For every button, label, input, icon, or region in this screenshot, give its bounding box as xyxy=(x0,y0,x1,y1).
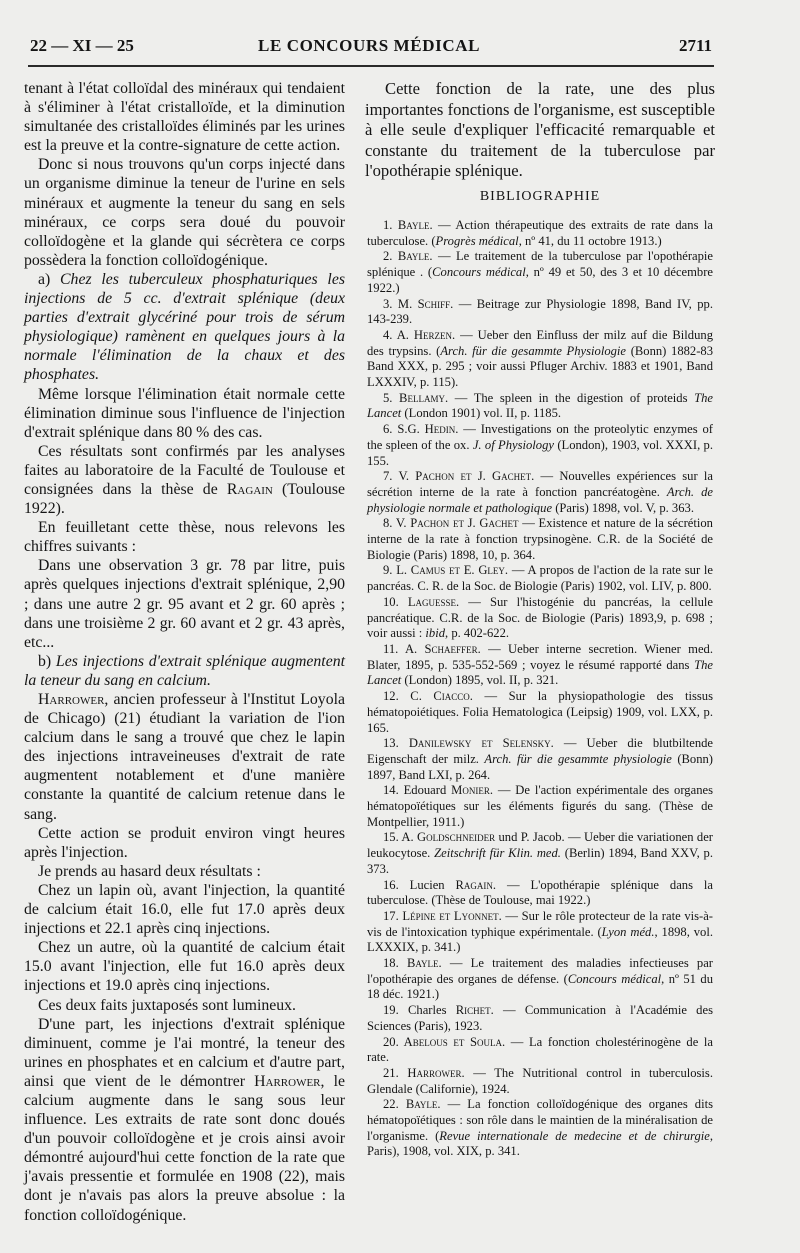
reference-item xyxy=(367,469,713,516)
reference-author: Schaeffer. xyxy=(417,641,481,656)
header-date: 22 — XI — 25 xyxy=(30,36,134,55)
reference-author: Goldschneider xyxy=(413,830,496,845)
paragraph xyxy=(24,652,345,690)
reference-item xyxy=(367,1003,713,1034)
reference-text: — Nouvelles expériences sur la sécrétion interne de la rate à fonction pancréatogène. xyxy=(367,469,713,499)
reference-number: 19. Charles xyxy=(383,1003,447,1018)
reference-text: (Paris) 1898, vol. V, p. 363. xyxy=(552,500,694,515)
reference-number: 22. xyxy=(383,1097,399,1112)
reference-author: Bayle. xyxy=(392,218,433,232)
paragraph: Dans une observation 3 gr. 78 par litre, puis après quelques injections d'extrait splénique, 2,90 ; dans une autre 2 gr. 95 avant et 2 gr. 60 après ; dans une troisième 2 gr. 60 avant et 2 gr. 43 après, etc... xyxy=(24,557,345,651)
author-name: Harrower xyxy=(38,691,105,708)
page-number: 2711 xyxy=(678,36,712,55)
reference-text: , nº 41, du 11 octobre 1913.) xyxy=(518,233,662,248)
left-column xyxy=(24,79,345,1224)
reference-item xyxy=(367,391,713,422)
reference-text: (London 1901) vol. II, p. 1185. xyxy=(401,406,562,421)
reference-source: The Lancet xyxy=(367,390,713,421)
paragraph: Chez un autre, où la quantité de calcium était 15.0 avant l'injection, elle fut 16.0 après deux injections et 19.0 après cinq injections. xyxy=(24,939,345,995)
reference-item xyxy=(367,1066,713,1097)
reference-text: — Le traitement de la tuberculose par l'opothérapie splénique . ( xyxy=(367,249,713,280)
reference-author: Pachon et J. Gachet. xyxy=(409,469,535,484)
reference-text: — De l'action expérimentale des organes hématopoïétiques sur les éléments figurés du sang. (Thèse de Montpellier, 1911.) xyxy=(367,783,713,829)
reference-item xyxy=(367,422,713,469)
paragraph xyxy=(24,270,345,385)
reference-text: , Paris), 1908, vol. XIX, p. 341. xyxy=(367,1128,713,1159)
reference-item xyxy=(367,830,713,877)
paragraph: Ces deux faits juxtaposés sont lumineux. xyxy=(38,996,296,1014)
reference-author: Camus et E. Gley. xyxy=(407,563,509,578)
reference-source: Concours médical xyxy=(567,971,662,986)
reference-text: , nº 51 du 18 déc. 1921.) xyxy=(367,971,714,1002)
reference-number: 13. xyxy=(383,736,399,751)
item-letter: b) xyxy=(38,652,56,670)
reference-text: — Communication à l'Académie des Sciences (Paris), 1923. xyxy=(367,1003,713,1033)
reference-text: — A propos de l'action de la rate sur le pancréas. C. R. de la Soc. de Biologie (Paris) 1902, vol. LIV, p. 800. xyxy=(367,563,714,594)
reference-source: Arch. für die gesammte physiologie xyxy=(484,751,672,766)
reference-text: (Berlin) 1894, Band XXV, p. 373. xyxy=(367,846,713,876)
reference-item xyxy=(367,1097,713,1160)
reference-number: 11. A. xyxy=(383,641,418,656)
reference-item xyxy=(367,689,713,736)
reference-author: Bayle. xyxy=(398,956,442,971)
reference-number: 7. V. xyxy=(383,469,410,484)
paragraph: En feuilletant cette thèse, nous relevons les chiffres suivants : xyxy=(24,519,345,556)
item-letter: a) xyxy=(38,270,61,288)
reference-number: 14. Edouard xyxy=(383,783,447,798)
reference-number: 9. L. xyxy=(383,563,408,578)
reference-text: (Bonn) 1882-83 Band XXX, p. 295 ; voir aussi Pfluger Archiv. 1883 et 1901, Band LXXXIV, p. 115). xyxy=(367,343,713,390)
reference-author: Pachon et J. Gachet xyxy=(406,516,519,531)
reference-item xyxy=(367,595,713,642)
reference-text: — Le traitement des maladies infectieuses par l'opothérapie des organes de défense. ( xyxy=(367,956,713,986)
reference-text: — Ueber die blutbiltende Eigenschaft der milz. xyxy=(367,736,713,766)
reference-number: 18. xyxy=(383,956,399,971)
reference-author: Bellamy. xyxy=(392,390,449,405)
reference-author: Bayle. xyxy=(398,1097,441,1112)
paragraph: Ces résultats sont confirmés par les analyses faites au laboratoire de la Faculté de Toulouse et consignées dans la thèse de Ragain (Toulouse 1922). xyxy=(24,442,345,518)
reference-author: Richet. xyxy=(446,1003,494,1018)
reference-text: — Investigations on the proteolytic enzymes of the spleen of the ox. xyxy=(367,422,714,452)
reference-source: Progrès médical xyxy=(435,233,519,248)
reference-text: — The spleen in the digestion of proteids xyxy=(448,390,695,405)
reference-item xyxy=(367,249,713,296)
reference-author: Ciacco. xyxy=(421,689,473,704)
reference-text: und P. Jacob. — Ueber die variationen der leukocytose. xyxy=(367,830,713,861)
reference-source: Arch. de physiologie normale et pathologique xyxy=(367,484,713,515)
italic-finding: Les injections d'extrait splénique augmentent la teneur du sang en calcium. xyxy=(24,652,345,689)
reference-source: Arch. für die gesammte Physiologie xyxy=(440,343,627,358)
author-name: Ragain xyxy=(226,480,273,498)
reference-source: Zeitschrift für Klin. med. xyxy=(434,846,561,861)
reference-item xyxy=(367,736,713,783)
reference-number: 6. S.G. xyxy=(383,422,420,437)
paragraph: Cette fonction de la rate, une des plus importantes fonctions de l'organisme, est susceptible à elle seule d'expliquer l'efficacité remarquable et constante du traitement de la tuberculose par l'opothérapie splénique. xyxy=(365,79,715,180)
reference-item xyxy=(367,642,713,689)
reference-source: The Lancet xyxy=(367,657,713,688)
header-rule xyxy=(28,65,714,67)
reference-author: Laguesse. xyxy=(398,594,460,609)
running-header xyxy=(30,36,712,60)
paragraph: Harrower, ancien professeur à l'Institut Loyola de Chicago) (21) étudiant la variation de l'ion calcium dans le sang a trouvé que chez le lapin des injections intraveineuses d'extrait de rate augmentent notablement et d'une manière constante la quantité de calcium retenue dans le sang. xyxy=(24,691,345,823)
paragraph: Même lorsque l'élimination était normale cette élimination diminue sous l'influence de l'injection d'extrait splénique dans 80 % des cas. xyxy=(24,385,345,441)
reference-item xyxy=(367,909,713,956)
reference-text: (London) 1895, vol. II, p. 321. xyxy=(401,673,559,688)
reference-text: — The Nutritional control in tuberculosis. Glendale (Californie), 1924. xyxy=(367,1065,713,1096)
italic-finding: Chez les tuberculeux phosphaturiques les injections de 5 cc. d'extrait splénique (deux parties d'extrait glycériné pour trois de sérum physiologique) ramènent en quelques jours à la normale l'élimination de la chaux et des phosphates. xyxy=(24,270,345,384)
reference-item xyxy=(367,1035,713,1066)
paragraph: D'une part, les injections d'extrait splénique diminuent, comme je l'ai montré, la teneur des urines en phosphates et en calcium et d'autre part, ainsi que vient de le démontrer Harrower, le calcium augmente dans le sang sous leur influence. Les extraits de rate sont donc doués d'un pouvoir colloïdogène et je crois ainsi avoir démontré aujourd'hui cette fonction de la rate que j'avais pressentie et formulée en 1908 (22), mais dont je n'avais pas alors la preuve absolue : la fonction colloïdogénique. xyxy=(24,1015,345,1224)
reference-text: — Existence et nature de la sécrétion interne de la rate à fonction trypsinogène. C.R. de la Société de Biologie (Paris) 1898, 10, p. 364. xyxy=(367,516,713,562)
bibliography-heading: BIBLIOGRAPHIE xyxy=(479,189,601,204)
reference-author: Danilewsky et Selensky. xyxy=(398,736,554,751)
reference-number: 4. A. xyxy=(383,327,409,342)
paragraph: Donc si nous trouvons qu'un corps injecté dans un organisme diminue la teneur de l'urine en sels minéraux et augmente la teneur du sang en sels minéraux, ce corps sera doué du pouvoir colloïdogène et la glande qui sécrètera ce corps possèdera la fonction colloïdogénique. xyxy=(24,156,345,269)
reference-source: Lyon méd. xyxy=(601,924,655,939)
reference-text: — Ueber interne secretion. Wiener med. Blater, 1895, p. 535-552-569 ; voyez le résumé rapporté dans xyxy=(367,641,713,672)
reference-author: Harrower. xyxy=(398,1065,465,1080)
reference-text: (London), 1903, vol. XXXI, p. 155. xyxy=(367,437,713,468)
reference-source: J. of Physiology xyxy=(472,437,554,452)
paragraph: Chez un lapin où, avant l'injection, la quantité de calcium était 16.0, elle fut 17.0 après deux injections et 22.1 après cinq injections. xyxy=(24,881,345,938)
reference-number: 20. xyxy=(383,1034,399,1049)
reference-author: Abelous et Soula. xyxy=(398,1034,506,1049)
reference-number: 12. C. xyxy=(383,689,422,704)
reference-author: Hedin. xyxy=(419,422,459,437)
reference-text: — La fonction cholestérinogène de la rate. xyxy=(367,1034,713,1065)
reference-text: (Bonn) 1897, Band LXI, p. 264. xyxy=(367,751,714,782)
reference-source: Concours médical xyxy=(432,265,526,280)
author-name: Harrower xyxy=(254,1072,321,1090)
reference-item xyxy=(367,563,713,594)
reference-item xyxy=(367,783,713,830)
reference-text: — La fonction colloïdogénique des organes dits hématopoïétiques : son rôle dans le maintien de la minéralisation de l'organisme. ( xyxy=(367,1097,713,1143)
reference-text: — Ueber den Einfluss der milz auf die Bildung des trypsins. ( xyxy=(367,327,713,358)
reference-number: 8. V. xyxy=(383,516,407,531)
reference-text: , p. 402-622. xyxy=(445,626,510,641)
reference-number: 2. xyxy=(383,249,393,264)
reference-list xyxy=(367,218,713,1178)
reference-text: — Beitrage zur Physiologie 1898, Band IV, pp. 143-239. xyxy=(367,296,713,327)
reference-text: , nº 49 et 50, des 3 et 10 décembre 1922.) xyxy=(367,265,714,295)
reference-item xyxy=(367,516,713,563)
reference-author: Herzen. xyxy=(408,327,456,342)
reference-item xyxy=(367,328,713,391)
reference-text: — Sur le rôle protecteur de la rate vis-à-vis de l'intoxication typhique expérimentale. ( xyxy=(367,908,713,939)
reference-author: Monier. xyxy=(446,783,493,798)
reference-text: — Sur l'histogénie du pancréas, la cellule pancréatique. C.R. de la Soc. de Biologie (Paris) 1893,9, p. 698 ; voir aussi : xyxy=(367,594,713,641)
reference-text: — L'opothérapie splénique dans la tuberculose. (Thèse de Toulouse, mai 1922.) xyxy=(367,877,713,908)
reference-text: — Sur la physiopathologie des tissus hématopoiétiques. Folia Hematologica (Leipsig) 1909, vol. LXX, p. 165. xyxy=(367,689,713,735)
reference-text: — Action thérapeutique des extraits de rate dans la tuberculose. ( xyxy=(367,218,713,248)
reference-source: Revue internationale de medecine et de chirurgie xyxy=(439,1128,710,1143)
reference-number: 21. xyxy=(383,1065,399,1080)
reference-number: 17. xyxy=(383,908,399,923)
reference-item xyxy=(367,297,713,328)
reference-author: Ragain. xyxy=(444,877,497,892)
journal-title: LE CONCOURS MÉDICAL xyxy=(258,36,481,55)
reference-number: 16. Lucien xyxy=(383,877,445,892)
paragraph: tenant à l'état colloïdal des minéraux qui tendaient à s'éliminer à l'état cristalloïde, et la diminution simultanée des cristalloïdes éliminés par les urines est la preuve et la contre-signature de cette action. xyxy=(24,80,345,155)
reference-author: Bayle. xyxy=(392,249,433,264)
reference-item xyxy=(367,878,713,909)
reference-author: Schiff. xyxy=(412,296,454,311)
reference-source: ibid xyxy=(425,626,446,641)
reference-item xyxy=(367,956,713,1003)
reference-number: 5. xyxy=(383,390,393,405)
reference-author: Lépine et Lyonnet. xyxy=(398,908,502,923)
reference-number: 10. xyxy=(383,594,399,609)
paragraph: Je prends au hasard deux résultats : xyxy=(38,862,261,880)
reference-number: 15. A. xyxy=(383,830,414,845)
reference-number: 3. M. xyxy=(383,296,413,311)
reference-text: , 1898, vol. LXXXIX, p. 341.) xyxy=(367,924,713,955)
reference-number: 1. xyxy=(383,218,393,232)
reference-item xyxy=(367,218,713,249)
paragraph: Cette action se produit environ vingt heures après l'injection. xyxy=(24,824,345,861)
